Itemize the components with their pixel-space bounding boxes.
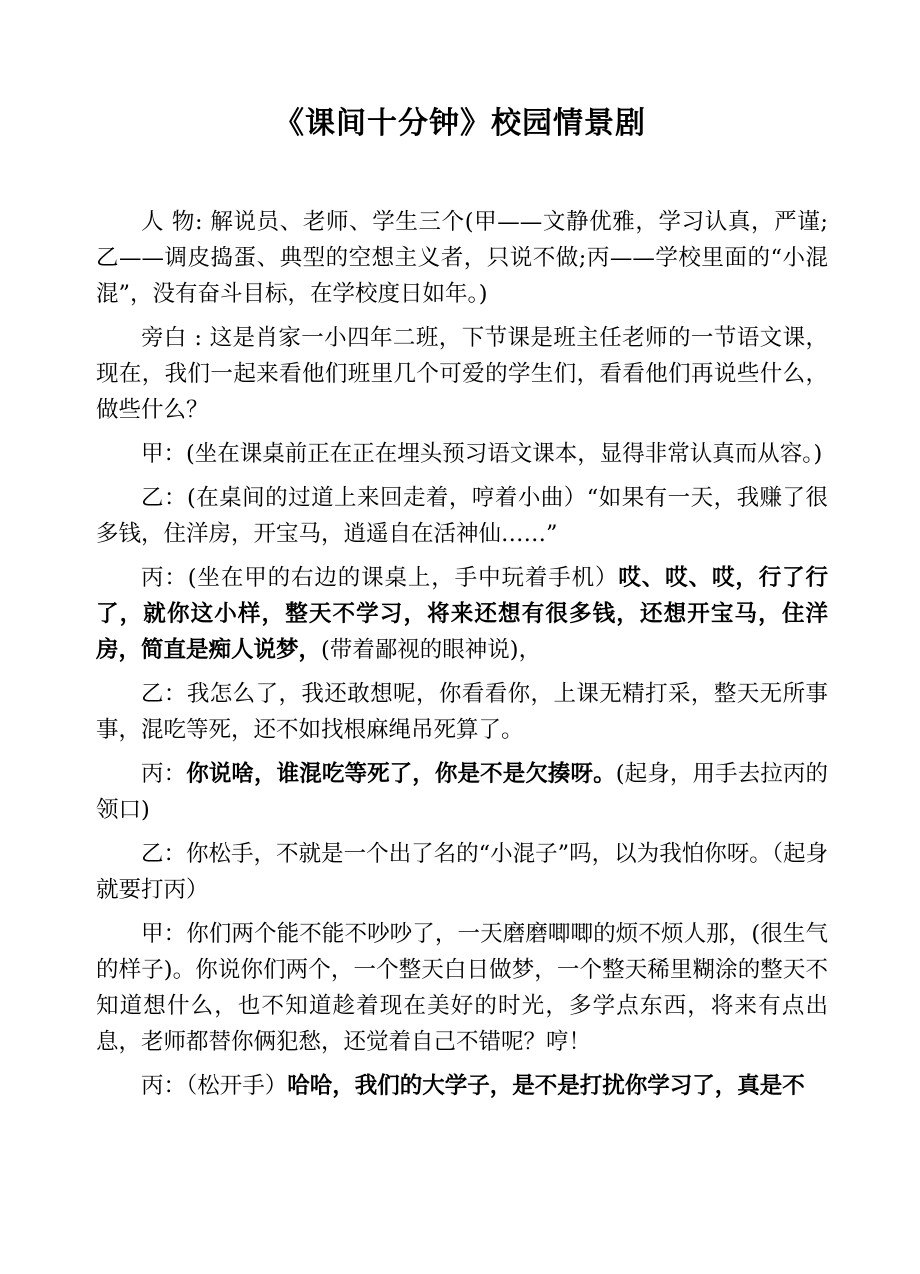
text-segment: 丙：（松开手）	[141, 1073, 288, 1099]
text-segment: 人 物: 解说员、老师、学生三个(甲——文静优雅，学习认真，严谨; 乙——调皮捣蛋、典型的空想主义者，只说不做;丙——学校里面的“小混混”，没有奋斗目标，在学校度日如年。)	[96, 209, 828, 307]
paragraph-dialogue	[96, 436, 828, 472]
page-title: 《课间十分钟》校园情景剧	[274, 106, 646, 141]
text-segment: 乙：我怎么了，我还敢想呢，你看看你，上课无精打采，整天无所事事，混吃等死，还不如找根麻绳吊死算了。	[96, 681, 828, 743]
text-segment: 丙：	[141, 761, 187, 787]
paragraph-dialogue	[96, 1068, 828, 1104]
text-segment: 旁白 : 这是肖家一小四年二班，下节课是班主任老师的一节语文课，现在，我们一起来看他们班里几个可爱的学生们，看看他们再说些什么，做些什么？	[96, 325, 828, 423]
text-segment: 乙：(在桌间的过道上来回走着，哼着小曲）“如果有一天，我赚了很多钱，住洋房，开宝马，逍遥自在活神仙……”	[96, 485, 828, 547]
text-segment: (带着鄙视的眼神说)，	[321, 637, 542, 663]
text-segment: (起身，用手去拉丙的领口)	[96, 761, 828, 823]
paragraph-dialogue	[96, 756, 828, 828]
paragraph-dialogue	[96, 836, 828, 908]
paragraph-narration	[96, 320, 828, 428]
text-segment: 丙：(坐在甲的右边的课桌上，手中玩着手机）	[141, 565, 619, 591]
script-body	[96, 204, 828, 1112]
paragraph-dialogue	[96, 560, 828, 668]
text-segment: 乙：你松手，不就是一个出了名的“小混子”吗，以为我怕你呀。（起身就要打丙）	[96, 841, 828, 903]
bold-text-segment: 哈哈，我们的大学子，是不是打扰你学习了，真是不	[287, 1073, 805, 1099]
paragraph-characters	[96, 204, 828, 312]
bold-text-segment: 哎、哎、哎，行了行了，就你这小样，整天不学习，将来还想有很多钱，还想开宝马，住洋房，简直是痴人说梦，	[96, 565, 828, 663]
paragraph-dialogue	[96, 480, 828, 552]
text-segment: 甲：(坐在课桌前正在正在埋头预习语文课本，显得非常认真而从容。)	[141, 441, 823, 467]
paragraph-dialogue	[96, 676, 828, 748]
text-segment: 甲：你们两个能不能不吵吵了，一天磨磨唧唧的烦不烦人那，(很生气的样子)。你说你们两个，一个整天白日做梦，一个整天稀里糊涂的整天不知道想什么，也不知道趁着现在美好的时光，多学点东西，将来有点出息，老师都替你俩犯愁，还觉着自己不错呢？哼！	[96, 921, 828, 1055]
paragraph-dialogue	[96, 916, 828, 1060]
bold-text-segment: 你说啥，谁混吃等死了，你是不是欠揍呀。	[186, 761, 616, 787]
